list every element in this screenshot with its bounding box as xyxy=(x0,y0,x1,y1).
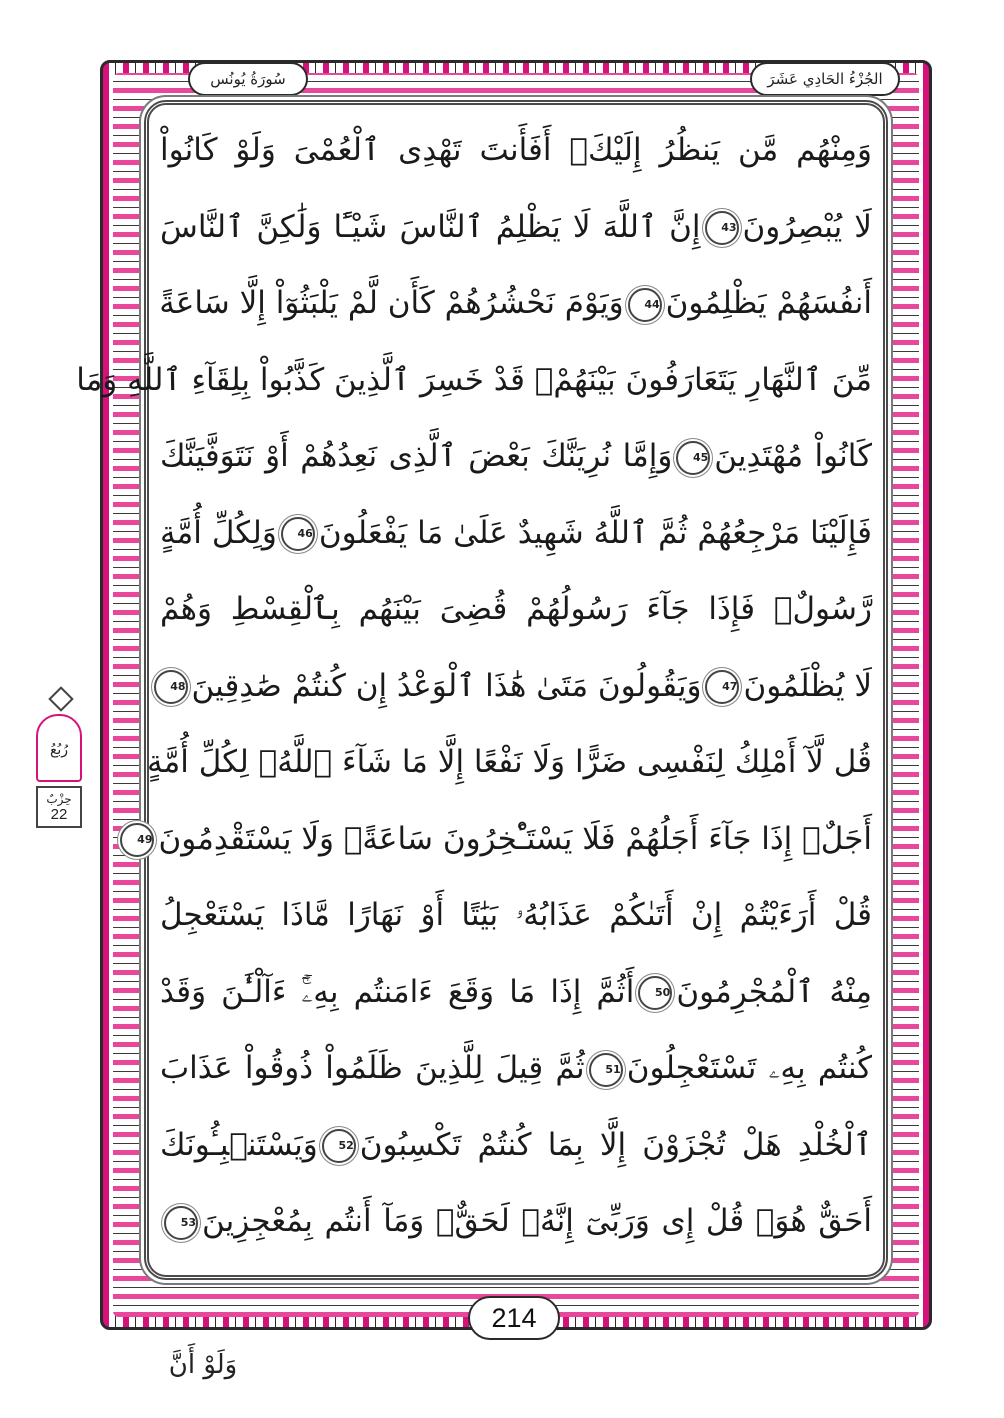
page-number: 214 xyxy=(468,1296,560,1340)
verse-text: وَلِكُلِّ أُمَّةٍ xyxy=(160,514,277,551)
rub-label: رُبُعُ xyxy=(49,742,69,758)
ayah-number-marker: 49 xyxy=(120,823,154,857)
verse-text: قُلْ أَرَءَيْتُمْ إِنْ أَتَىٰكُمْ عَذَابُهُۥ بَيَٰتًا أَوْ نَهَارًا مَّاذَا يَسْتَعْجِلُ xyxy=(160,897,872,933)
ayah-number-marker: 45 xyxy=(676,441,710,475)
verse-text: كُنتُم بِهِۦ تَسْتَعْجِلُونَ xyxy=(626,1050,872,1086)
verse-text: أَجَلٌۚ إِذَا جَآءَ أَجَلُهُمْ فَلَا يَسْتَـْٔخِرُونَ سَاعَةًۖ وَلَا يَسْتَقْدِمُونَ xyxy=(158,820,872,857)
verse-text: أَنفُسَهُمْ يَظْلِمُونَ xyxy=(665,285,872,321)
text-line xyxy=(160,118,872,182)
verse-text: ٱلْخُلْدِ هَلْ تُجْزَوْنَ إِلَّا بِمَا كُنتُمْ تَكْسِبُونَ xyxy=(359,1126,872,1163)
surah-name-label: سُورَةُ يُونُس xyxy=(188,62,308,96)
verse-text: أَثُمَّ إِذَا مَا وَقَعَ ءَامَنتُم بِهِۦٓۚ ءَآلْـَٰٔنَ وَقَدْ xyxy=(160,973,635,1010)
text-line xyxy=(160,424,872,488)
text-line xyxy=(76,348,872,412)
hizb-label: حِزْبٌ xyxy=(46,792,72,806)
verse-text: وَيَسْتَنۢبِـُٔونَكَ xyxy=(160,1126,318,1163)
ayah-number-marker: 43 xyxy=(705,211,739,245)
verse-text: رَّسُولٌۖ فَإِذَا جَآءَ رَسُولُهُمْ قُضِىَ بَيْنَهُم بِٱلْقِسْطِ وَهُمْ xyxy=(160,591,872,627)
text-line xyxy=(137,807,872,871)
verse-text: وَيَوْمَ نَحْشُرُهُمْ كَأَن لَّمْ يَلْبَثُوٓاْ إِلَّا سَاعَةً xyxy=(159,285,624,321)
ayah-number-marker: 46 xyxy=(281,517,315,551)
ayah-number-marker: 44 xyxy=(628,288,662,322)
text-line xyxy=(147,730,872,794)
ayah-number-marker: 50 xyxy=(638,976,672,1010)
hizb-box xyxy=(36,786,82,828)
ayah-number-marker: 52 xyxy=(322,1129,356,1163)
hizb-number: 22 xyxy=(50,806,68,823)
verse-text: ثُمَّ قِيلَ لِلَّذِينَ ظَلَمُواْ ذُوقُواْ عَذَابَ xyxy=(160,1050,585,1086)
verse-text: مِّنَ ٱلنَّهَارِ يَتَعَارَفُونَ بَيْنَهُمْۚ قَدْ خَسِرَ ٱلَّذِينَ كَذَّبُواْ بِلِقَآءِ ٱللَّهِ وَمَا xyxy=(76,361,872,398)
text-line xyxy=(160,195,872,259)
text-line xyxy=(160,1113,872,1177)
text-line xyxy=(160,577,872,641)
hizb-marker xyxy=(32,690,88,830)
verse-text: إِنَّ ٱللَّهَ لَا يَظْلِمُ ٱلنَّاسَ شَيْـًٔا وَلَٰكِنَّ ٱلنَّاسَ xyxy=(160,208,701,245)
verse-text: كَانُواْ مُهْتَدِينَ xyxy=(714,438,873,474)
verse-text: لَا يُظْلَمُونَ xyxy=(743,667,872,704)
text-line xyxy=(160,883,872,947)
verse-text: وَمِنْهُم مَّن يَنظُرُ إِلَيْكَۚ أَفَأَنتَ تَهْدِى ٱلْعُمْىَ وَلَوْ كَانُواْ xyxy=(160,132,872,168)
ayah-number-marker: 48 xyxy=(154,670,188,704)
verse-text: وَإِمَّا نُرِيَنَّكَ بَعْضَ ٱلَّذِى نَعِدُهُمْ أَوْ نَتَوَفَّيَنَّكَ xyxy=(160,438,673,474)
ayah-number-marker: 47 xyxy=(705,670,739,704)
text-line xyxy=(160,1189,872,1253)
verse-text: وَيَقُولُونَ مَتَىٰ هَٰذَا ٱلْوَعْدُ إِن كُنتُمْ صَٰدِقِينَ xyxy=(191,667,702,704)
verse-text: مِنْهُ ٱلْمُجْرِمُونَ xyxy=(676,973,872,1010)
text-line xyxy=(160,654,872,718)
text-line xyxy=(160,501,872,565)
verse-text: لَا يُبْصِرُونَ xyxy=(742,208,872,245)
text-line xyxy=(160,1036,872,1100)
verse-text: أَحَقٌّ هُوَۖ قُلْ إِى وَرَبِّىٓ إِنَّهُۥ لَحَقٌّۖ وَمَآ أَنتُم بِمُعْجِزِينَ xyxy=(202,1203,872,1239)
text-line xyxy=(160,271,872,335)
text-line xyxy=(160,960,872,1024)
ayah-number-marker: 51 xyxy=(589,1053,623,1087)
verse-text: فَإِلَيْنَا مَرْجِعُهُمْ ثُمَّ ٱللَّهُ شَهِيدٌ عَلَىٰ مَا يَفْعَلُونَ xyxy=(318,514,872,551)
ayah-number-marker: 53 xyxy=(164,1206,198,1240)
diamond-ornament-icon xyxy=(48,686,73,711)
juz-name-label: الجُزْءُ الحَادِي عَشَرَ xyxy=(750,62,900,96)
catchword: وَلَوْ أَنَّ xyxy=(168,1350,238,1380)
verse-text: قُل لَّآ أَمْلِكُ لِنَفْسِى ضَرًّا وَلَا نَفْعًا إِلَّا مَا شَآءَ ٱللَّهُۗ لِكُلِّ أُمَّةٍ xyxy=(147,744,872,780)
quran-text-body xyxy=(76,118,873,1268)
